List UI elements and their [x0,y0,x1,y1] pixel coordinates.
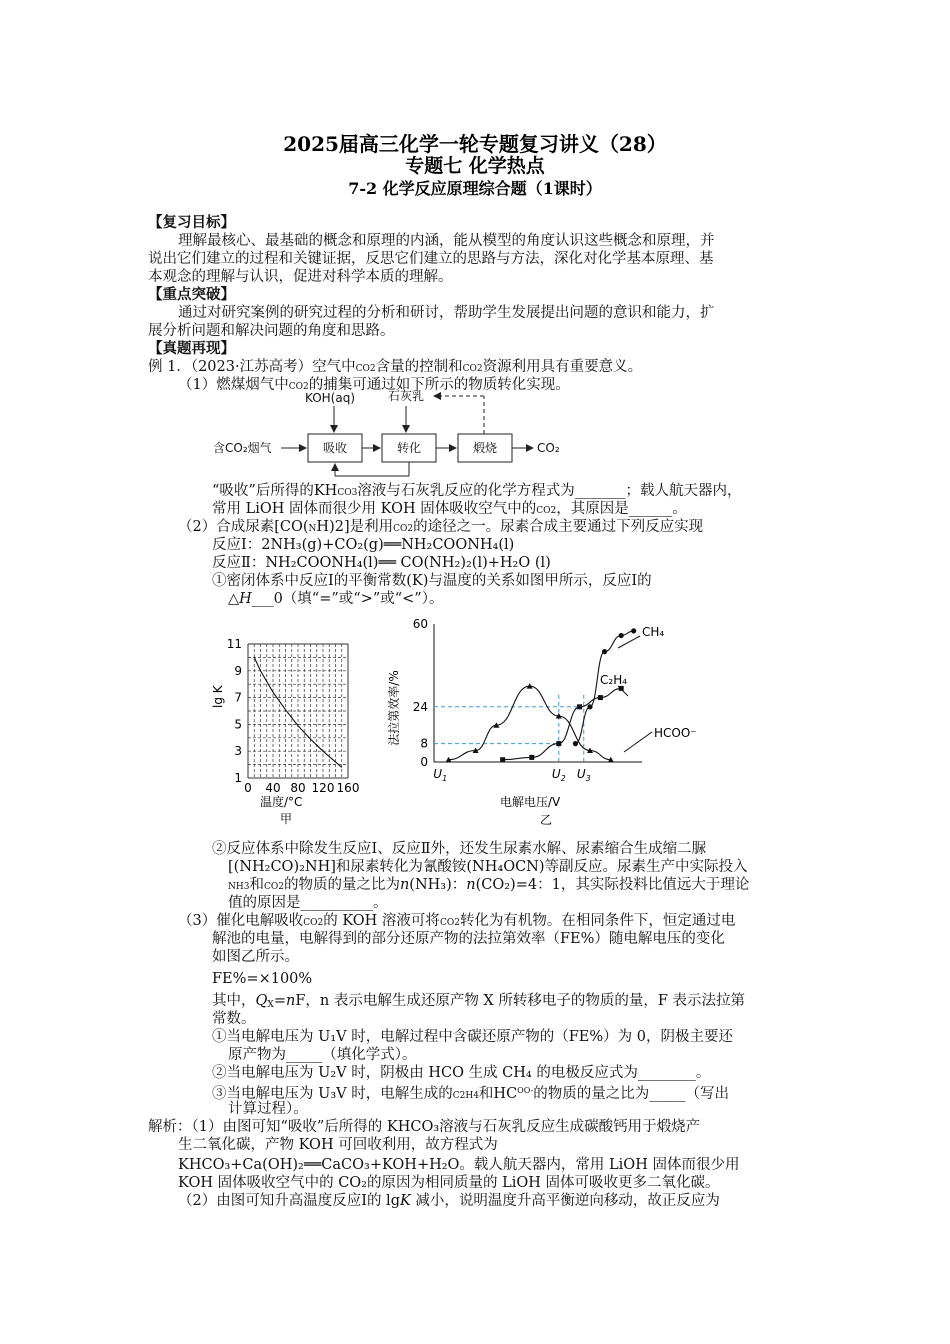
c2h4-label: C₂H₄ [600,673,628,687]
chart-jia-ticks [227,637,360,795]
y-tick-label: 24 [412,699,428,714]
y-tick-label: 1 [234,771,242,785]
x-tick-label: $U_1$ [433,767,448,783]
chart-yi-series [446,628,652,762]
analysis-line-3: KHCO₃+Ca(OH)₂══CaCO₃+KOH+H₂O。载人航天器内，常用 LiOH 固体而很少用 [178,1157,740,1173]
y-tick-label: 60 [412,617,428,631]
x-tick-label: 160 [336,781,360,795]
question-3-iii-line-2: 计算过程）。 [228,1101,308,1117]
data-point [619,633,624,638]
goals-heading: 【复习目标】 [148,214,235,231]
x-tick-label: 80 [290,781,306,795]
data-point [577,704,582,709]
document-subtitle: 专题七 化学热点 [405,155,545,177]
question-3-line-1: （3）催化电解吸收CO2的 KOH 溶液可将CO2转化为有机物。在相同条件下，恒定通过电 [178,913,736,929]
chart-jia-grid [248,644,348,778]
question-2-ii-line-3: NH3和CO2的物质的量之比为n(NH₃)：n(CO₂)=4：1，其实际投料比值远大于理论 [228,877,750,893]
question-3-ii: ②当电解电压为 U₂V 时，阴极由 HCO 生成 CH₄ 的电极反应式为________。 [212,1065,711,1081]
chart-jia-xlabel: 温度/°C [260,795,303,809]
y-tick-label: 8 [420,736,428,751]
question-2-intro: （2）合成尿素[CO(NH)2]是利用CO2的途径之一。尿素合成主要通过下列反应实现 [178,519,704,535]
data-point [573,741,578,746]
focus-line-2: 展分析问题和解决问题的角度和思路。 [148,323,395,339]
focus-heading: 【重点突破】 [148,286,235,303]
reaction-1: 反应Ⅰ：2NH₃(g)+CO₂(g)══NH₂COONH₄(l) [212,537,515,553]
document-title: 2025届高三化学一轮专题复习讲义（28） [283,132,667,156]
co2-output: CO₂ [537,441,560,455]
analysis-line-5: （2）由图可知升高温度反应Ⅰ的 lgK 减小，说明温度升高平衡逆向移动，故正反应为 [178,1193,720,1209]
question-3-line-5: 其中，$Q_X=nF$，n 表示电解生成还原产物 X 所转移电子的物质的量，F 表示法拉第 [212,993,746,1010]
question-3-line-3: 如图乙所示。 [212,949,299,965]
section-title: 7-2 化学反应原理综合题（1课时） [348,179,602,198]
data-point [598,695,603,700]
convert-label: 转化 [397,441,422,455]
x-tick-label: 40 [265,781,281,795]
chart-jia-ylabel: lg K [211,685,225,708]
data-point [587,704,592,709]
question-3-line-2: 解池的电量，电解得到的部分还原产物的法拉第效率（FE%）随电解电压的变化 [212,931,725,947]
data-point [556,741,561,746]
question-1-intro: （1）燃煤烟气中CO2的捕集可通过如下所示的物质转化实现。 [178,377,570,393]
question-1-line-2: 常用 LiOH 固体而很少用 KOH 固体吸收空气中的CO2，其原因是______。 [212,501,687,517]
exam-heading: 【真题再现】 [148,340,235,357]
data-point [529,755,534,760]
chart-yi-xlabel: 电解电压/V [500,795,561,809]
reaction-2: 反应Ⅱ：NH₂COONH₄(l)══ CO(NH₂)₂(l)+H₂O (l) [212,555,551,571]
question-2-i-line-2: △H___0（填“=”或“>”或“<”）。 [228,591,444,607]
y-tick-label: 9 [234,663,242,678]
koh-label: KOH(aq) [305,391,356,405]
y-tick-label: 7 [234,690,242,705]
chart-yi-ylabel: 法拉第效率/% [387,670,401,746]
question-3-i-line-2: 原产物为_____（填化学式）。 [228,1047,417,1063]
flue-gas-input: 含CO₂烟气 [213,441,272,455]
y-tick-label: 11 [226,637,242,651]
chart-jia-title: 甲 [280,812,293,826]
x-tick-label: $U_3$ [576,767,591,783]
analysis-line-2: 生二氧化碳，产物 KOH 可回收利用，故方程式为 [178,1137,498,1153]
example-intro: 例 1．（2023·江苏高考）空气中CO2含量的控制和CO2资源利用具有重要意义。 [148,359,643,375]
question-3-i-line-1: ①当电解电压为 U₁V 时，电解过程中含碳还原产物的（FE%）为 0，阴极主要还 [212,1029,733,1045]
data-point [631,628,636,633]
x-tick-sub: 2 [560,774,566,783]
question-1-line-1: “吸收”后所得的KHCO3溶液与石灰乳反应的化学方程式为_______；载人航天器内， [212,483,742,499]
focus-line-1: 通过对研究案例的研究过程的分析和研讨，帮助学生发展提出问题的意识和能力，扩 [178,305,715,321]
y-tick-label: 5 [234,717,242,732]
chart-yi [380,612,710,832]
capture-flow-diagram [205,386,595,486]
data-point [500,757,505,762]
hcoo-label: HCOO⁻ [654,726,697,740]
question-3-iii-line-1: ③当电解电压为 U₃V 时，电解生成的C2H4和$HC^{OO-}$的物质的量之比为_____（写出 [212,1086,730,1102]
x-tick-label: 0 [244,781,252,795]
x-tick-sub: 3 [585,774,591,783]
series-curve-2 [503,688,622,759]
fe-formula: FE%=×100% [212,971,313,987]
hcoo-leader [624,732,652,752]
chart-yi-title: 乙 [540,813,553,827]
data-point [602,649,607,654]
lime-label: 石灰乳 [388,389,425,403]
goals-line-1: 理解最核心、最基础的概念和原理的内涵，能从模型的角度认识这些概念和原理，并 [178,233,715,249]
question-3-line-6: 常数。 [212,1011,256,1027]
goals-line-3: 本观念的理解与认识，促进对科学本质的理解。 [148,269,453,285]
goals-line-2: 说出它们建立的过程和关键证据，反思它们建立的思路与方法，深化对化学基本原理、基 [148,251,714,267]
ch4-label: CH₄ [642,625,665,639]
question-2-i-line-1: ①密闭体系中反应Ⅰ的平衡常数(K)与温度的关系如图甲所示，反应Ⅰ的 [212,573,652,589]
x-tick-sub: 1 [442,774,448,783]
question-2-ii-line-2: [(NH₂CO)₂NH]和尿素转化为氰酸铵(NH₄OCN)等副反应。尿素生产中实际投入 [228,859,748,875]
x-tick-label: 120 [311,781,335,795]
x-tick-label: $U_2$ [551,767,566,783]
series-curve-3 [449,686,611,760]
absorb-label: 吸收 [323,441,348,455]
question-2-ii-line-4: 值的原因是__________。 [228,895,388,911]
chart-yi-axes [413,617,642,783]
chart-jia [208,630,368,832]
y-tick-label: 0 [420,755,428,769]
analysis-line-4: KOH 固体吸收空气中的 CO₂的原因为相同质量的 LiOH 固体可吸收更多二氧化碳。 [178,1175,720,1191]
calcine-label: 煅烧 [473,441,498,455]
y-tick-label: 3 [234,744,242,759]
question-2-ii-line-1: ②反应体系中除发生反应Ⅰ、反应Ⅱ外，还发生尿素水解、尿素缩合生成缩二脲 [212,841,707,857]
analysis-line-1: 解析：（1）由图可知“吸收”后所得的 KHCO₃溶液与石灰乳反应生成碳酸钙用于煅烧产 [148,1119,701,1135]
